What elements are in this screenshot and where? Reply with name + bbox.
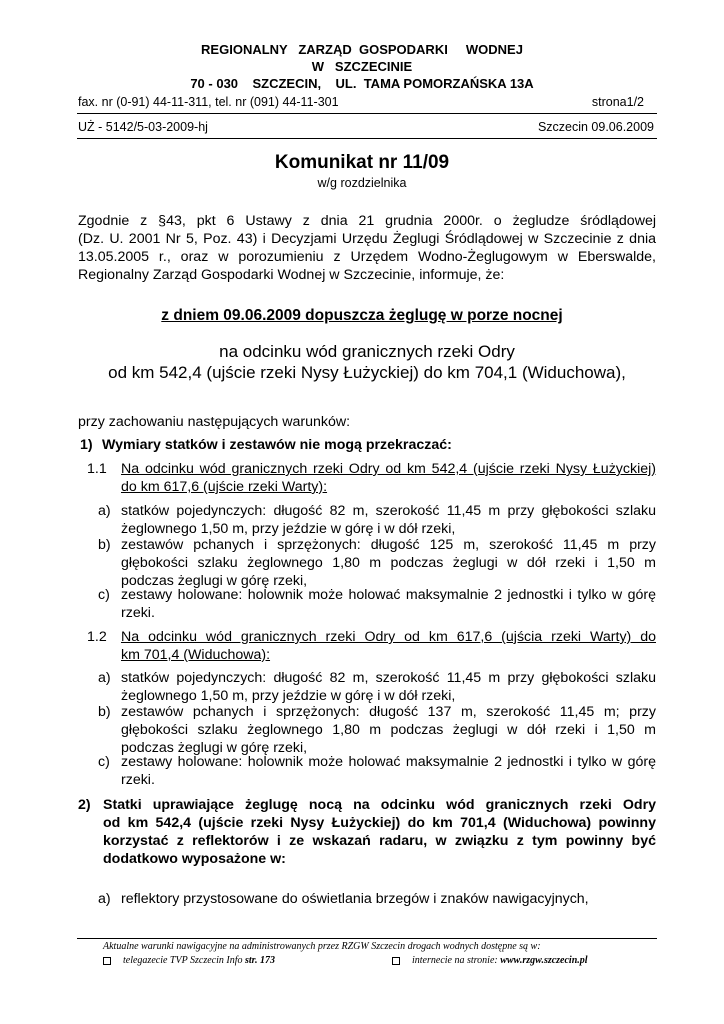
document-subtitle: w/g rozdzielnika bbox=[317, 176, 407, 190]
conditions-intro: przy zachowaniu następujących warunków: bbox=[78, 414, 351, 430]
footer-web: internecie na stronie: www.rzgw.szczecin.pl bbox=[392, 955, 588, 966]
list-item: statków pojedynczych: długość 82 m, szerokość 11,45 m przy głębokości szlaku żeglownego 1,50 m, przy jeździe w górę i w dół rzeki, bbox=[121, 670, 656, 704]
intro-paragraph bbox=[78, 212, 656, 284]
item-letter: a) bbox=[98, 891, 111, 907]
item-letter: c) bbox=[98, 754, 110, 770]
point2-text: Statki uprawiające żeglugę nocą na odcinku wód granicznych rzeki Odry od km 542,4 (ujście rzeki Nysy Łużyckiej) do km 701,4 (Widuchowa) powinny korzystać z reflektorów i ze wskazań radaru, w związku z tym powinny być dodatkowo wyposażone w: bbox=[103, 797, 656, 867]
subsection-title-line: Na odcinku wód granicznych rzeki Odry od km 542,4 (ujście rzeki Nysy Łużyckiej) bbox=[121, 461, 656, 477]
subsection-title bbox=[121, 460, 656, 496]
header-divider bbox=[77, 113, 657, 114]
header-city: W SZCZECINIE bbox=[311, 59, 413, 74]
item-letter: a) bbox=[98, 503, 111, 519]
list-item: zestawy holowane: holownik może holować maksymalnie 2 jednostki i tylko w górę rzeki. bbox=[121, 587, 656, 621]
point1-heading: Wymiary statków i zestawów nie mogą przekraczać: bbox=[102, 437, 452, 453]
subsection-number: 1.2 bbox=[87, 629, 107, 645]
header-institution: REGIONALNY ZARZĄD GOSPODARKI WODNEJ bbox=[201, 42, 523, 57]
list-item: zestawów pchanych i sprzężonych: długość 137 m, szerokość 11,45 m; przy głębokości szlaku żeglownego 1,80 m podczas żeglugi w dół rzeki i 1,50 m podczas żeglugi w górę rzeki, bbox=[121, 704, 656, 756]
point2-number: 2) bbox=[78, 797, 91, 813]
subsection-title bbox=[121, 628, 656, 664]
subsection-title-line: km 701,4 (Widuchowa): bbox=[121, 647, 271, 663]
point1-number: 1) bbox=[80, 437, 93, 453]
subsection-number: 1.1 bbox=[87, 461, 107, 477]
footer-divider bbox=[77, 938, 657, 939]
header-divider-2 bbox=[77, 138, 657, 139]
footer-tv: telegazecie TVP Szczecin Info str. 173 bbox=[103, 955, 275, 966]
announcement: z dniem 09.06.2009 dopuszcza żeglugę w porze nocnej bbox=[161, 307, 563, 324]
equipment-item: reflektory przystosowane do oświetlania brzegów i znaków nawigacyjnych, bbox=[121, 891, 589, 907]
subsection-title-line: do km 617,6 (ujście rzeki Warty): bbox=[121, 479, 328, 495]
checkbox-bullet-icon bbox=[392, 957, 400, 965]
river-section bbox=[0, 341, 724, 383]
list-item: zestawów pchanych i sprzężonych: długość 125 m, szerokość 11,45 m przy głębokości szlaku żeglownego 1,80 m podczas żeglugi w dół rzeki i 1,50 m podczas żeglugi w górę rzeki, bbox=[121, 537, 656, 589]
header-contact: fax. nr (0-91) 44-11-311, tel. nr (091) 44-11-301 bbox=[78, 95, 339, 109]
item-letter: c) bbox=[98, 587, 110, 603]
document-title: Komunikat nr 11/09 bbox=[274, 152, 450, 173]
intro-line: Zgodnie z §43, pkt 6 Ustawy z dnia 21 grudnia 2000r. o żegludze śródlądowej bbox=[78, 213, 656, 229]
item-letter: a) bbox=[98, 670, 111, 686]
item-letter: b) bbox=[98, 537, 111, 553]
footer-note: Aktualne warunki nawigacyjne na administrowanych przez RZGW Szczecin drogach wodnych dostępne są w: bbox=[103, 941, 541, 952]
subsection-title-line: Na odcinku wód granicznych rzeki Odry od km 617,6 (ujścia rzeki Warty) do bbox=[121, 629, 656, 645]
reference-number: UŻ - 5142/5-03-2009-hj bbox=[78, 120, 208, 134]
header-address: 70 - 030 SZCZECIN, UL. TAMA POMORZAŃSKA 13A bbox=[190, 76, 534, 91]
river-section-line: na odcinku wód granicznych rzeki Odry bbox=[219, 342, 515, 361]
river-section-line: od km 542,4 (ujście rzeki Nysy Łużyckiej) do km 704,1 (Widuchowa), bbox=[108, 363, 626, 382]
item-letter: b) bbox=[98, 704, 111, 720]
intro-line: Regionalny Zarząd Gospodarki Wodnej w Szczecinie, informuje, że: bbox=[78, 267, 505, 283]
list-item: zestawy holowane: holownik może holować maksymalnie 2 jednostki i tylko w górę rzeki. bbox=[121, 754, 656, 788]
page-number: strona1/2 bbox=[591, 95, 644, 109]
list-item: statków pojedynczych: długość 82 m, szerokość 11,45 m przy głębokości szlaku żeglownego 1,50 m, przy jeździe w górę i w dół rzeki, bbox=[121, 503, 656, 537]
intro-line: (Dz. U. 2001 Nr 5, Poz. 43) i Decyzjami Urzędu Żeglugi Śródlądowej w Szczecinie z dnia bbox=[78, 231, 656, 247]
intro-line: 13.05.2005 r., oraz w porozumieniu z Urzędem Wodno-Żeglugowym w Eberswalde, bbox=[78, 249, 656, 265]
checkbox-bullet-icon bbox=[103, 957, 111, 965]
place-date: Szczecin 09.06.2009 bbox=[537, 120, 654, 134]
